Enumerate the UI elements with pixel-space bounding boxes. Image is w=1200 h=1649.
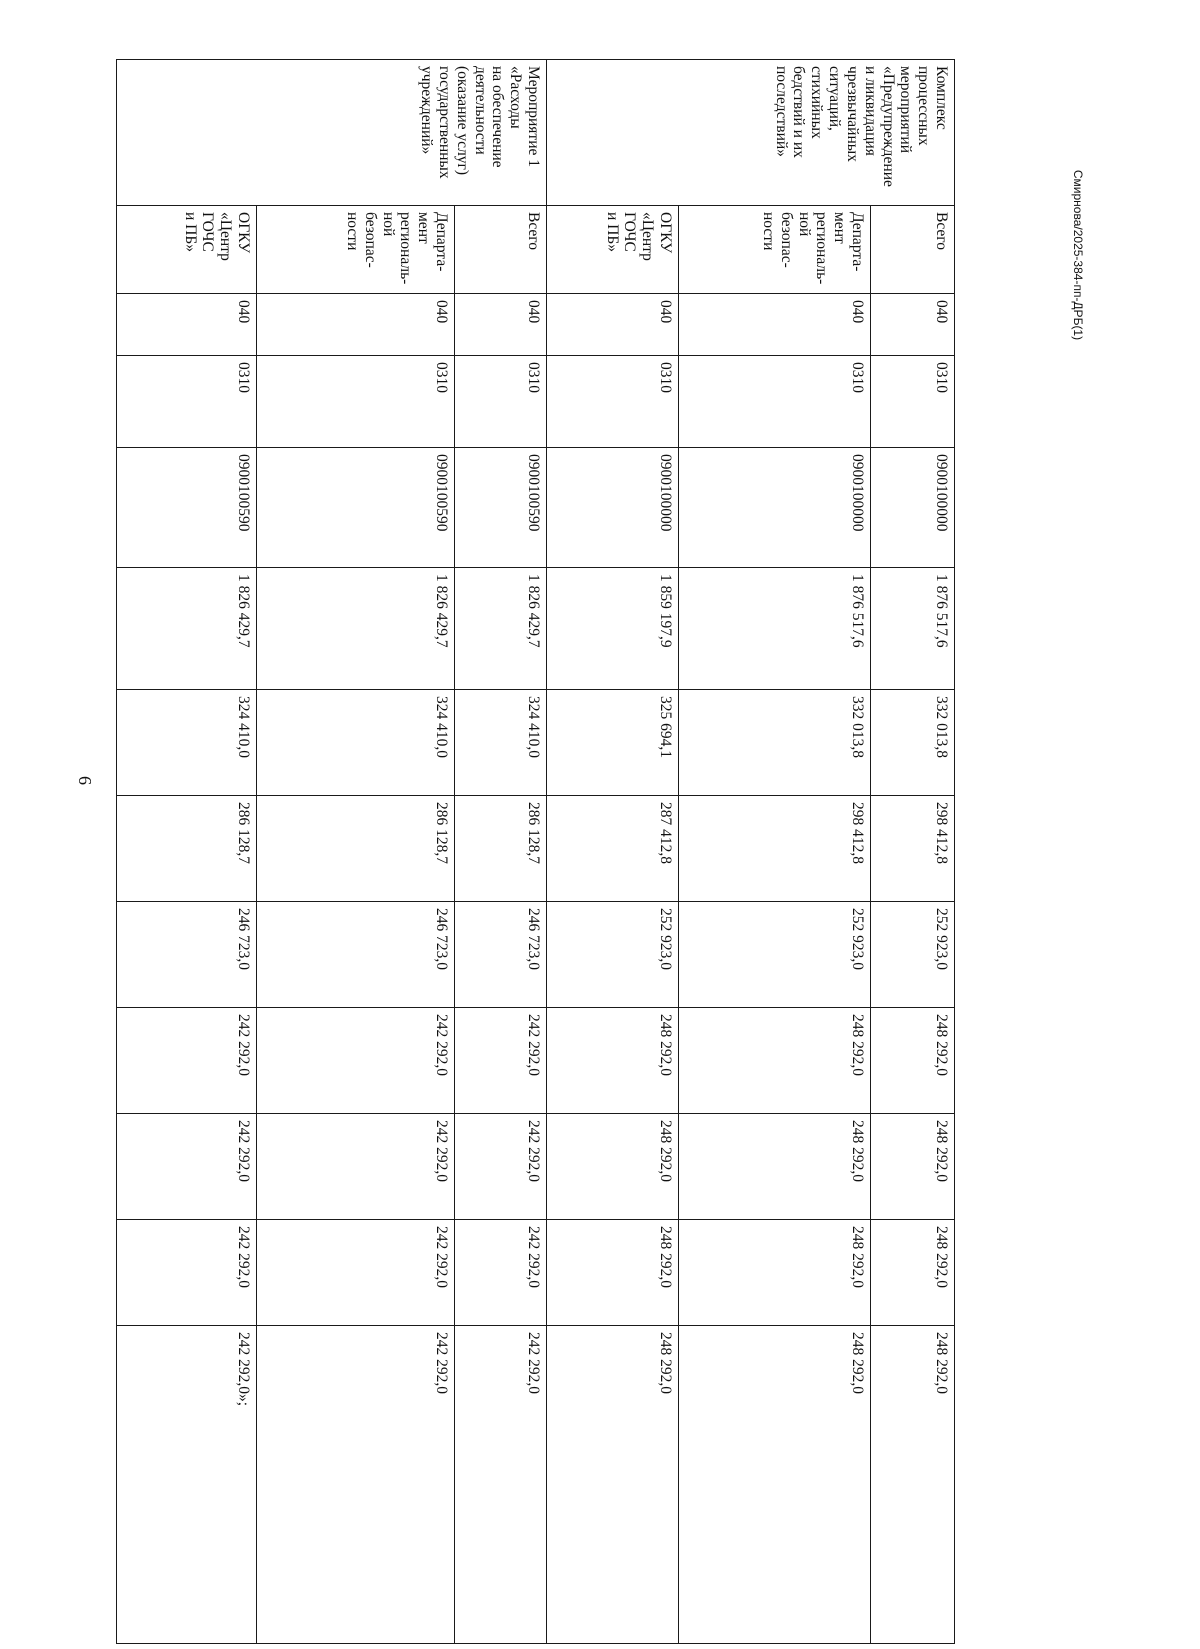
table-row [679,60,871,1644]
year-value-cell: 324 410,0 [257,690,455,796]
year-value-cell: 248 292,0 [679,1008,871,1114]
year-value-cell: 324 410,0 [455,690,547,796]
total-cell: 1 876 517,6 [871,568,955,690]
year-value-cell: 242 292,0 [117,1114,257,1220]
year-value-cell: 324 410,0 [117,690,257,796]
year-value-cell: 248 292,0 [871,1220,955,1326]
year-value-cell: 252 923,0 [871,902,955,1008]
year-value-cell: 242 292,0 [455,1008,547,1114]
year-value-cell: 248 292,0 [871,1008,955,1114]
year-value-cell: 248 292,0 [547,1220,679,1326]
year-value-cell: 242 292,0»; [117,1326,257,1644]
year-value-cell: 242 292,0 [455,1220,547,1326]
year-value-cell: 286 128,7 [117,796,257,902]
rzpr-cell: 0310 [547,356,679,448]
document-reference [1058,160,1098,350]
year-value-cell: 248 292,0 [679,1220,871,1326]
year-value-cell: 298 412,8 [679,796,871,902]
grbs-cell: 040 [117,294,257,356]
csr-cell: 0900100000 [547,448,679,568]
executor-cell: ОГКУ «Центр ГОЧС и ПБ» [547,206,679,294]
executor-cell: Всего [871,206,955,294]
year-value-cell: 248 292,0 [871,1114,955,1220]
year-value-cell: 242 292,0 [257,1114,455,1220]
year-value-cell: 332 013,8 [679,690,871,796]
year-value-cell: 325 694,1 [547,690,679,796]
rzpr-cell: 0310 [257,356,455,448]
year-value-cell: 287 412,8 [547,796,679,902]
year-value-cell: 248 292,0 [679,1326,871,1644]
activity-name-cell: Комплекс процессных мероприятий «Предупреждение и ликвидация чрезвычайных ситуаций, стихийных бедствий и их последствий» [547,60,955,206]
year-value-cell: 286 128,7 [257,796,455,902]
budget-table-rotated [117,59,955,1543]
year-value-cell: 246 723,0 [455,902,547,1008]
year-value-cell: 242 292,0 [455,1114,547,1220]
total-cell: 1 859 197,9 [547,568,679,690]
year-value-cell: 248 292,0 [547,1326,679,1644]
year-value-cell: 246 723,0 [257,902,455,1008]
executor-cell: Департа- мент региональ- ной безопас- ности [679,206,871,294]
rzpr-cell: 0310 [679,356,871,448]
csr-cell: 0900100000 [871,448,955,568]
year-value-cell: 248 292,0 [871,1326,955,1644]
year-value-cell: 242 292,0 [257,1326,455,1644]
year-value-cell: 242 292,0 [257,1008,455,1114]
year-value-cell: 246 723,0 [117,902,257,1008]
table-row [117,60,257,1644]
csr-cell: 0900100000 [679,448,871,568]
activity-name-cell: Мероприятие 1 «Расходы на обеспечение деятельности (оказание услуг) государственных учреждений» [117,60,547,206]
grbs-cell: 040 [455,294,547,356]
year-value-cell: 332 013,8 [871,690,955,796]
executor-cell: ОГКУ «Центр ГОЧС и ПБ» [117,206,257,294]
year-value-cell: 242 292,0 [455,1326,547,1644]
table-row [455,60,547,1644]
year-value-cell: 286 128,7 [455,796,547,902]
rzpr-cell: 0310 [871,356,955,448]
total-cell: 1 826 429,7 [257,568,455,690]
year-value-cell: 242 292,0 [257,1220,455,1326]
page-number: 6 [75,776,95,785]
year-value-cell: 248 292,0 [547,1114,679,1220]
year-value-cell: 298 412,8 [871,796,955,902]
budget-table [116,59,955,1644]
table-row [547,60,679,1644]
grbs-cell: 040 [679,294,871,356]
csr-cell: 0900100590 [257,448,455,568]
table-row [257,60,455,1644]
year-value-cell: 248 292,0 [679,1114,871,1220]
grbs-cell: 040 [871,294,955,356]
executor-cell: Департа- мент региональ- ной безопас- ности [257,206,455,294]
grbs-cell: 040 [257,294,455,356]
total-cell: 1 826 429,7 [455,568,547,690]
executor-cell: Всего [455,206,547,294]
year-value-cell: 252 923,0 [679,902,871,1008]
rzpr-cell: 0310 [117,356,257,448]
csr-cell: 0900100590 [117,448,257,568]
year-value-cell: 242 292,0 [117,1008,257,1114]
rzpr-cell: 0310 [455,356,547,448]
year-value-cell: 248 292,0 [547,1008,679,1114]
document-reference-text: Смирнова/2025-384-пп-ДРБ(1) [1071,169,1085,341]
year-value-cell: 252 923,0 [547,902,679,1008]
csr-cell: 0900100590 [455,448,547,568]
total-cell: 1 876 517,6 [679,568,871,690]
year-value-cell: 242 292,0 [117,1220,257,1326]
table-row [871,60,955,1644]
grbs-cell: 040 [547,294,679,356]
total-cell: 1 826 429,7 [117,568,257,690]
budget-table-container [117,59,955,1543]
